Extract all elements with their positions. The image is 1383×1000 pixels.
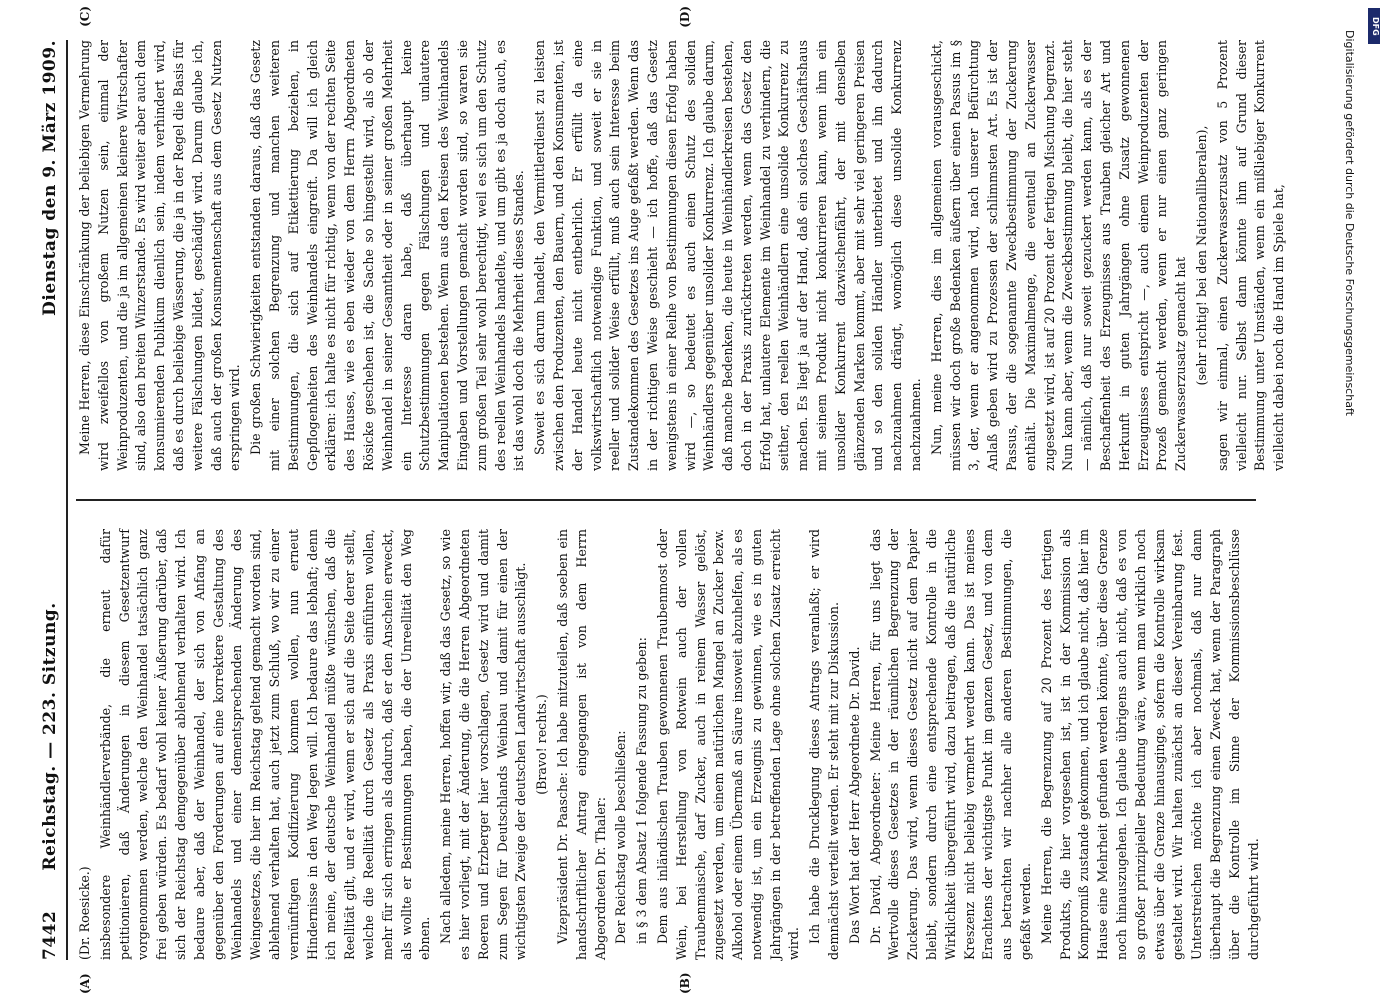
header-title-left: Reichstag. — 223. Sitzung.	[40, 602, 60, 871]
digitization-note: Digitalisierung gefördert durch die Deutsche Forschungsgemeinschaft	[1343, 30, 1356, 416]
speaker-continuation: (Dr. Roesicke.)	[77, 866, 92, 960]
paragraph: Der Reichstag wolle beschließen:	[613, 730, 629, 944]
paragraph: Ich habe die Drucklegung dieses Antrags veranlaßt; er wird demnächst verteilt werden. Er steht mit zur Diskussion.	[807, 529, 842, 960]
paragraph: insbesondere Weinhändlerverbände, die erneut dafür petitionieren, daß Änderungen in diesem Gesetzentwurf vorgenommen werden, welche den Weinhandel tatsächlich ganz frei geben würden. Es bedarf wohl keiner Äußerung darüber, daß sich der Reichstag demgegenüber ablehnend verhalten wird. Ich bedaure aber, daß der Weinhandel, der sich von Anfang an gegenüber den Forderungen auf eine korrektere Gestaltung des Weinhandels und einer dementsprechenden Änderung des Weingesetzes, die hier im Reichstag geltend gemacht worden sind, ablehnend verhalten hat, auch jetzt zum Schluß, wo wir zu einer vernünftigen Kodifizierung kommen wollen, nun erneut Hindernisse in den Weg legen will. Ich bedaure das lebhaft; denn ich meine, der deutsche Weinhandel müßte wünschen, daß die Reellität gilt, und er wird, wenn er sich auf die Seite derer stellt, welche die Reellität durch Gesetz als Praxis einführen wollen, mehr für sich erringen als dadurch, daß er den Anschein erweckt, als wollte er Bestimmungen haben, die der Unreellität den Weg ebnen.	[97, 529, 433, 960]
right-column	[76, 6, 1287, 471]
paragraph: Meine Herren, diese Einschränkung der beliebigen Vermehrung wird zweifellos von großem Nutzen sein, einmal der Weinproduzenten, und die ja im allgemeinen kleinere Wirtschafter sind, also den breiten Winzerstande. Es wird weiter aber auch dem konsumierenden Publikum dienlich sein, indem verhindert wird, daß es durch beliebige Wässerung, die ja in der Regel die Basis für weitere Fälschungen bildet, geschädigt wird. Darum glaube ich, daß auch der großen Konsumentenschaft aus dem Gesetz Nutzen erspringen wird.	[77, 40, 243, 471]
applause-note: (Bravo! rechts.)	[534, 694, 550, 795]
margin-marker-c: (C)	[78, 6, 92, 27]
paragraph: Vizepräsident Dr. Paasche: Ich habe mitzuteilen, daß soeben ein handschriftlicher Antrag eingegangen ist von dem Herrn Abgeordneten Dr. Thaler:	[554, 529, 608, 960]
paragraph: in § 3 dem Absatz 1 folgende Fassung zu geben:	[634, 637, 650, 944]
page-number: 7442	[40, 910, 60, 960]
margin-marker-b: (B)	[678, 972, 692, 994]
margin-marker-a: (A)	[78, 973, 92, 994]
paragraph: Das Wort hat der Herr Abgeordnete Dr. David.	[846, 646, 862, 944]
paragraph: Nun, meine Herren, dies im allgemeinen vorausgeschickt, müssen wir doch große Bedenken äußern über einen Passus im § 3, der, wenn er angenommen wird, nach unserer Befürchtung Anlaß geben wird zu Prozessen der schlimmsten Art. Es ist der Passus, der die sogenannte Zweckbestimmung der Zuckerung enthält. Die Maximalmenge, die eventuell an Zuckerwasser zugesetzt wird, ist auf 20 Prozent der fertigen Mischung begrenzt. Nun kann aber, wenn die Zweckbestimmung bleibt, die hier steht — nämlich, daß nur soweit gezuckert werden kann, als es der Beschaffenheit des Erzeugnisses aus Trauben gleicher Art und Herkunft in guten Jahrgängen ohne Zusatz gewonnenen Erzeugnisses entspricht —, auch einem Weinproduzenten der Prozeß gemacht werden, wenn er nur einen ganz geringen Zuckerwasserzusatz gemacht hat	[928, 40, 1189, 471]
left-column	[76, 529, 1261, 994]
dfg-logo: DFG	[1368, 8, 1380, 44]
paragraph: Dem aus inländischen Trauben gewonnenen Traubenmost oder Wein, bei Herstellung von Rotwein auch der vollen Traubenmaische, darf Zucker, auch in reinem Wasser gelöst, zugesetzt werden, um einem natürlichen Mangel an Zucker bezw. Alkohol oder einem Übermaß an Säure insoweit abzuhelfen, als es notwendig ist, um ein Erzeugnis zu gewinnen, wie es in guten Jahrgängen in der betreffenden Lage ohne solchen Zusatz erreicht wird.	[654, 529, 802, 960]
paragraph: Soweit es sich darum handelt, den Vermittlerdienst zu leisten zwischen den Produzenten, den Bauern, und den Konsumenten, ist der Handel heute nicht entbehrlich. Er erfüllt da eine volkswirtschaftlich notwendige Funktion, und soweit er sie in reeller und solider Weise erfüllt, muß auch sein Interesse beim Zustandekommen des Gesetzes ins Auge gefaßt werden. Wenn das in der richtigen Weise geschieht — ich hoffe, daß das Gesetz wenigstens in einer Reihe von Bestimmungen diesen Erfolg haben wird —, so bedeutet es auch einen Schutz des soliden Weinhändlers gegenüber unsolider Konkurrenz. Ich glaube darum, daß manche Bedenken, die heute in Weinhändlerkreisen bestehen, doch in der Praxis zurücktreten werden, wenn das Gesetz den Erfolg hat, unlautere Elemente im Weinhandel zu verhindern, die seither, den reellen Weinhändlern eine unsolide Konkurrenz zu machen. Es liegt ja auf der Hand, daß ein solches Geschäftshaus mit seinem Produkt nicht konkurrieren kann, wenn ihm ein unsolider Konkurrent dazwischenfährt, der mit denselben glänzenden Marken kommt, aber mit sehr viel geringeren Preisen und so den soliden Händler unterbietet und ihn dadurch nachzuahmen drängt, womöglich diese unsolide Konkurrenz nachzuahmen.	[532, 40, 924, 471]
interjection: (sehr richtig! bei den Nationalliberalen),	[1194, 125, 1210, 386]
column-divider	[76, 499, 1256, 501]
paragraph: Die großen Schwierigkeiten entstanden daraus, daß das Gesetz mit einer solchen Begrenzung und manchen weiteren Bestimmungen, die sich auf Etikettierung beziehen, in Gepflogenheiten des Weinhandels eingreift. Da will ich gleich erklären: ich halte es nicht für richtig, wenn von der rechten Seite des Hauses, wie es eben wieder von dem Herrn Abgeordneten Rösicke geschehen ist, die Sache so hingestellt wird, als ob der Weinhandel in seiner Gesamtheit oder in seiner großen Mehrheit ein Interesse daran habe, daß überhaupt keine Schutzbestimmungen gegen Fälschungen und unlautere Manipulationen bestehen. Wenn aus den Kreisen des Weinhandels Eingaben und Vorstellungen gemacht worden sind, so waren sie zum großen Teil sehr wohl berechtigt, weil es sich um den Schutz des reellen Weinhandels handelte, und um gibt es ja doch auch, es ist das wohl doch die Mehrheit dieses Standes.	[248, 40, 527, 471]
paragraph: sagen wir einmal, einen Zuckerwasserzusatz von 5 Prozent vielleicht nur. Selbst dann könnte ihm auf Grund dieser Bestimmung unter Umständen, wenn ein mißliebiger Konkurrent vielleicht dabei noch die Hand im Spiele hat,	[1214, 40, 1287, 471]
text-columns	[76, 6, 1287, 994]
margin-marker-d: (D)	[678, 6, 692, 28]
header-title-right: Dienstag den 9. März 1909.	[40, 40, 60, 316]
paragraph: Nach alledem, meine Herren, hoffen wir, daß das Gesetz, so wie es hier vorliegt, mit der Änderung, die die Herren Abgeordneten Roeren und Erzberger hier vorschlagen, Gesetz wird und damit zum Segen für Deutschlands Weinbau und damit für einen der wichtigsten Zweige der deutschen Landwirtschaft ausschlägt.	[438, 529, 529, 960]
paragraph: Meine Herren, die Begrenzung auf 20 Prozent des fertigen Produkts, die hier vorgesehen ist, ist in der Kommission als Kompromiß zustande gekommen, und ich glaube nicht, daß hier im Hause eine Mehrheit gefunden werden könnte, über diese Grenze noch hinauszugehen. Ich glaube übrigens auch nicht, daß es von so großer prinzipieller Bedeutung wäre, wenn man wirklich noch etwas über die Grenze hinausginge, sofern die Kontrolle wirksam gestaltet wird. Wir halten zunächst an dieser Vereinbarung fest. Unterstreichen möchte ich aber nochmals, daß nur dann überhaupt die Begrenzung einen Zweck hat, wenn der Paragraph über die Kontrolle im Sinne der Kommissionsbeschlüsse durchgeführt wird.	[1038, 529, 1261, 960]
page-header	[40, 40, 68, 960]
paragraph: Dr. David, Abgeordneter: Meine Herren, für uns liegt das Wertvolle dieses Gesetzes in der räumlichen Begrenzung der Zuckerung. Das wird, wenn dieses Gesetz nicht auf dem Papier bleibt, sondern durch eine entsprechende Kontrolle in die Wirklichkeit übergeführt wird, dazu beitragen, daß die natürliche Kreszenz nicht beliebig vermehrt werden kann. Das ist meines Erachtens der wichtigste Punkt im ganzen Gesetz, und von dem aus betrachten wir nachher alle anderen Bestimmungen, die gefaßt werden.	[867, 529, 1034, 960]
